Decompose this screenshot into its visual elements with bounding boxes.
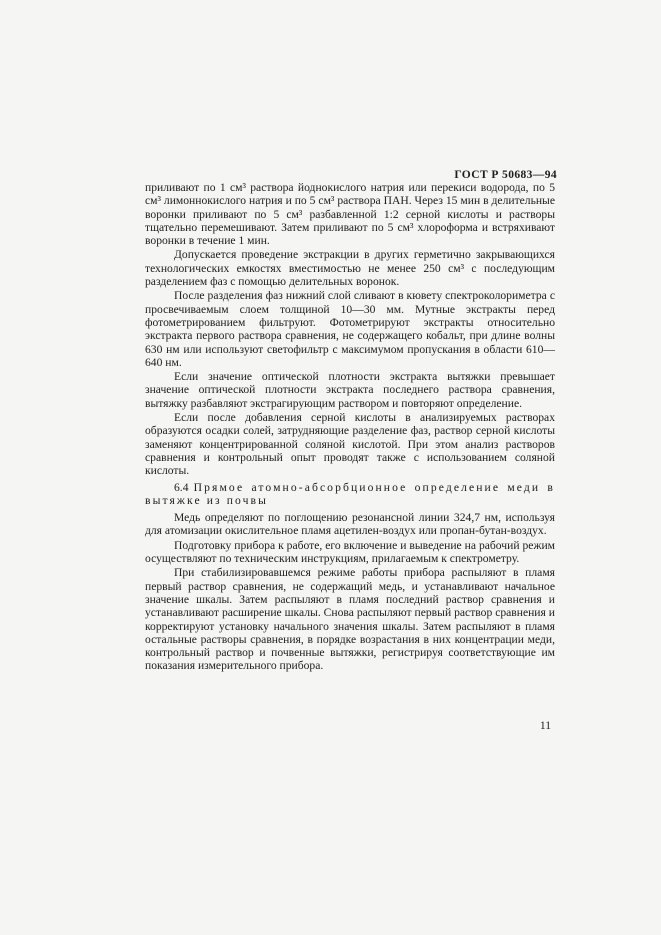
paragraph-dilution: Если значение оптической плотности экстракта вытяжки превышает значение оптической плотности экстракта последнего раствора сравнения, вытяжку разбавляют экстрагирующим раствором и повторяют определение. [145,370,555,410]
standard-header: ГОСТ Р 50683—94 [454,169,557,181]
section-heading [145,481,555,508]
section-number: 6.4 [174,480,189,494]
paragraph-salt-precipitate: Если после добавления серной кислоты в анализируемых растворах образуются осадки солей, затрудняющие разделение фаз, раствор серной кислоты заменяют концентрированной соляной кислотой. При этом анализ растворов сравнения и контрольный опыт проводят также с использованием соляной кислоты. [145,411,555,478]
page-number: 11 [539,719,551,732]
section-title: Прямое атомно-абсорбционное определение меди в вытяжке из почвы [145,480,555,507]
paragraph-extraction-alternative: Допускается проведение экстракции в других герметично закрывающихся технологических емкостях вместимостью не менее 250 см³ с последующим разделением фаз с помощью делительных воронок. [145,248,555,289]
paragraph-instrument-setup: Подготовку прибора к работе, его включение и выведение на рабочий режим осуществляют по техническим инструкциям, прилагаемым к спектрометру. [145,538,555,566]
paragraph-photometry: После разделения фаз нижний слой сливают в кювету спектроколориметра с просвечиваемым слоем толщиной 10—30 мм. Мутные экстракты перед фотометрированием фильтруют. Фотометрируют экстракты относительно экстракта первого раствора сравнения, не содержащего кобальт, при длине волны 630 нм или используют светофильтр с максимумом пропускания в области 610—640 нм. [145,289,555,369]
body-text [145,181,555,674]
paragraph-reagent-addition: приливают по 1 см³ раствора йоднокислого натрия или перекиси водорода, по 5 см³ лимоннокислого натрия и по 5 см³ раствора ПАН. Через 15 мин в делительные воронки приливают по 5 см³ разбавленной 1:2 серной кислоты и растворы тщательно перемешивают. Затем приливают по 5 см³ хлороформа и встряхивают воронки в течение 1 мин. [145,181,555,248]
paragraph-copper-resonance-line: Медь определяют по поглощению резонансной линии 324,7 нм, используя для атомизации окислительное пламя ацетилен-воздух или пропан-бутан-воздух. [145,511,555,538]
paragraph-measurement-procedure: При стабилизировавшемся режиме работы прибора распыляют в пламя первый раствор сравнения, не содержащий медь, и устанавливают начальное значение шкалы. Затем распыляют в пламя последний раствор сравнения и устанавливают расширение шкалы. Снова распыляют первый раствор сравнения и корректируют установку начального значения шкалы. Затем распыляют в пламя остальные растворы сравнения, в порядке возрастания в них концентрации меди, контрольный раствор и почвенные вытяжки, регистрируя соответствующие им показания измерительного прибора. [145,566,555,673]
